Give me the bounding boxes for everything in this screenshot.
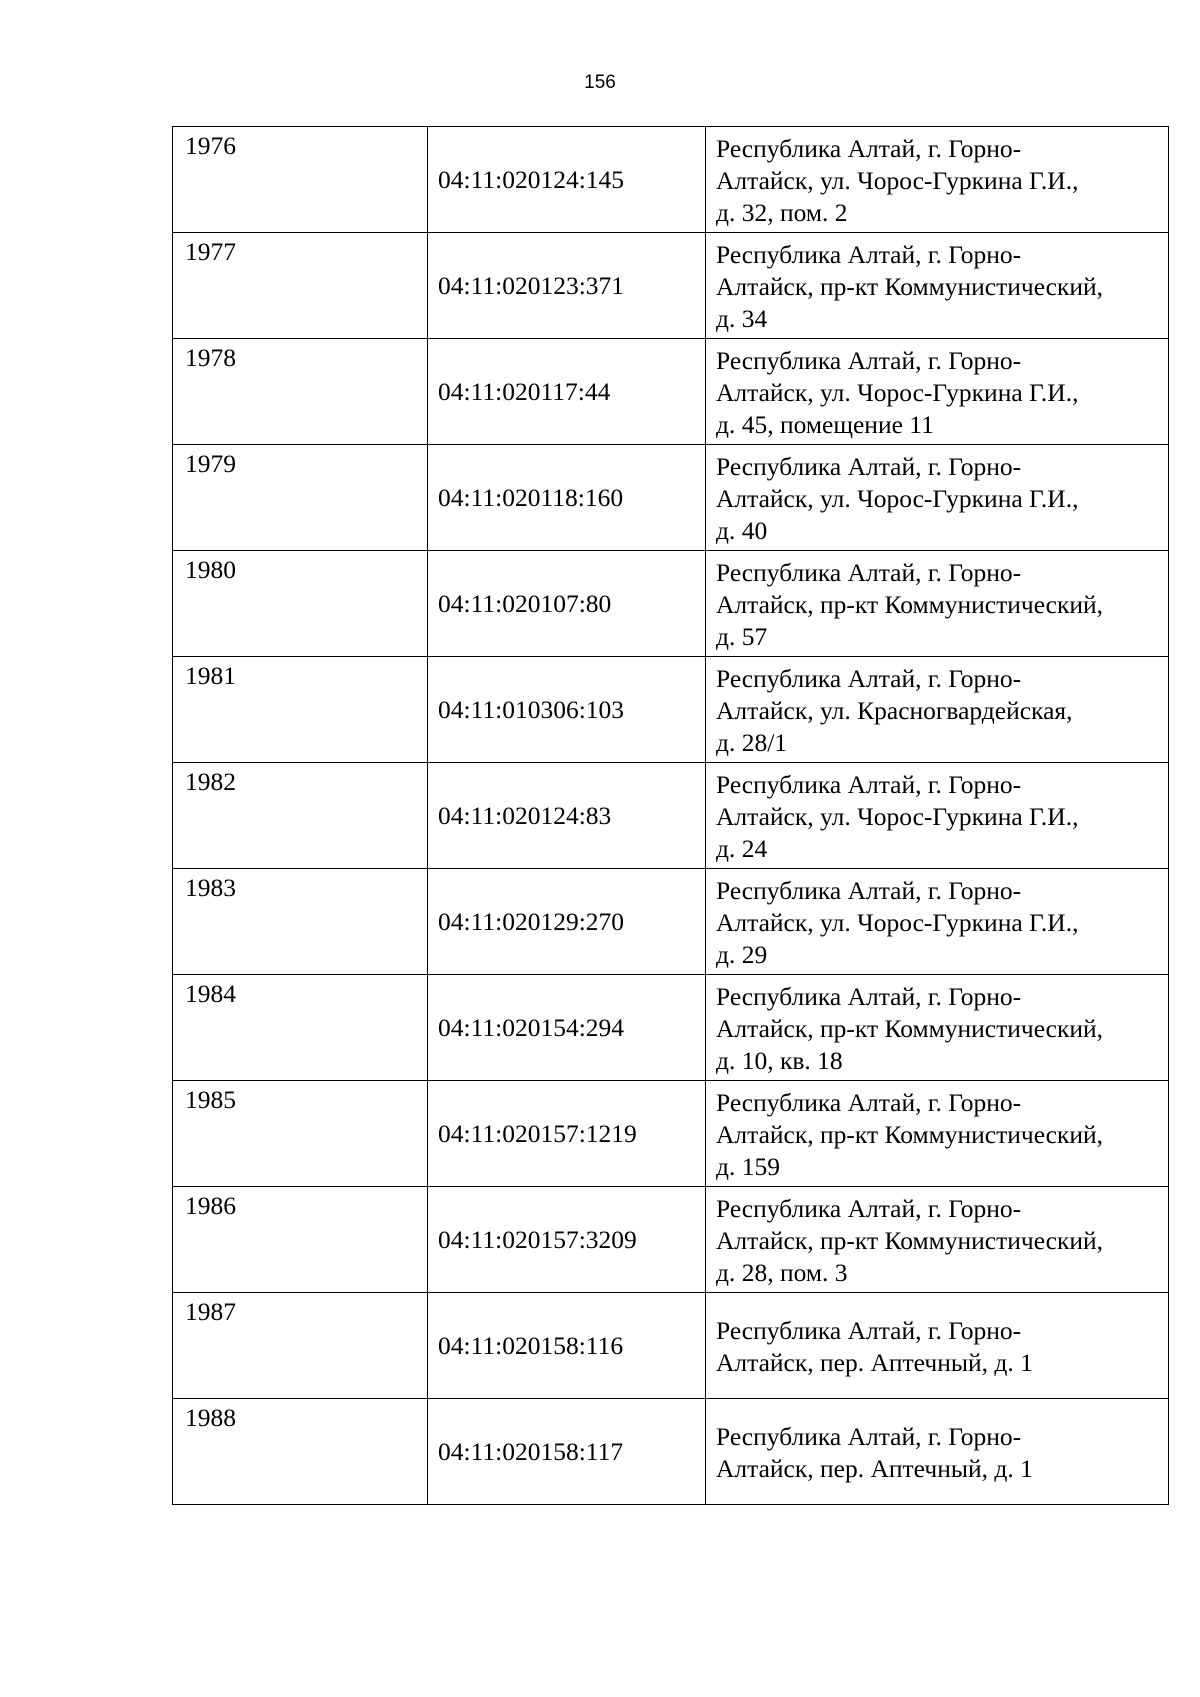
- table-row: [173, 657, 1169, 763]
- address-line: Республика Алтай, г. Горно-: [716, 663, 1022, 693]
- address-line: Алтайск, ул. Чорос-Гуркина Г.И.,: [716, 907, 1079, 937]
- cadastral-number-cell: 04:11:020154:294: [428, 975, 706, 1081]
- row-number-cell: 1988: [173, 1399, 428, 1505]
- row-number-cell: 1983: [173, 869, 428, 975]
- row-number-cell: 1981: [173, 657, 428, 763]
- address-cell: [706, 763, 1169, 869]
- cadastral-number-cell: 04:11:020124:83: [428, 763, 706, 869]
- table-row: [173, 445, 1169, 551]
- cadastral-number-cell: 04:11:020124:145: [428, 127, 706, 233]
- address-cell: [706, 1187, 1169, 1293]
- cadastral-number-cell: 04:11:020158:117: [428, 1399, 706, 1505]
- address-line: Алтайск, ул. Чорос-Гуркина Г.И.,: [716, 165, 1079, 195]
- address-line: Алтайск, ул. Красногвардейская,: [716, 695, 1073, 725]
- cadastral-number-cell: 04:11:020117:44: [428, 339, 706, 445]
- address-line: Республика Алтай, г. Горно-: [716, 1193, 1022, 1223]
- table-row: [173, 551, 1169, 657]
- address-line: Республика Алтай, г. Горно-: [716, 1087, 1022, 1117]
- table-row: [173, 869, 1169, 975]
- cadastral-number-cell: 04:11:020157:3209: [428, 1187, 706, 1293]
- table-row: [173, 1399, 1169, 1505]
- address-line: Алтайск, ул. Чорос-Гуркина Г.И.,: [716, 483, 1079, 513]
- address-cell: [706, 445, 1169, 551]
- cadastral-number-cell: 04:11:020129:270: [428, 869, 706, 975]
- cadastral-number-cell: 04:11:020107:80: [428, 551, 706, 657]
- address-line: Республика Алтай, г. Горно-: [716, 557, 1022, 587]
- address-line: Алтайск, пр-кт Коммунистический,: [716, 589, 1104, 619]
- row-number-cell: 1980: [173, 551, 428, 657]
- table-row: [173, 233, 1169, 339]
- address-cell: [706, 1081, 1169, 1187]
- row-number-cell: 1979: [173, 445, 428, 551]
- address-line: д. 28/1: [716, 727, 788, 757]
- row-number-cell: 1986: [173, 1187, 428, 1293]
- address-line: Алтайск, пр-кт Коммунистический,: [716, 271, 1104, 301]
- registry-table: [172, 126, 1169, 1505]
- address-line: д. 24: [716, 833, 768, 863]
- row-number-cell: 1978: [173, 339, 428, 445]
- cadastral-number-cell: 04:11:020123:371: [428, 233, 706, 339]
- cadastral-number-cell: 04:11:020158:116: [428, 1293, 706, 1399]
- table-row: [173, 127, 1169, 233]
- table-row: [173, 1187, 1169, 1293]
- address-cell: [706, 339, 1169, 445]
- address-line: Алтайск, ул. Чорос-Гуркина Г.И.,: [716, 377, 1079, 407]
- address-line: д. 29: [716, 939, 768, 969]
- address-cell: [706, 551, 1169, 657]
- row-number-cell: 1982: [173, 763, 428, 869]
- address-line: д. 40: [716, 515, 768, 545]
- row-number-cell: 1987: [173, 1293, 428, 1399]
- page-number: 156: [584, 72, 616, 93]
- address-line: д. 34: [716, 303, 768, 333]
- row-number-cell: 1985: [173, 1081, 428, 1187]
- address-line: Республика Алтай, г. Горно-: [716, 133, 1022, 163]
- address-line: Алтайск, пер. Аптечный, д. 1: [716, 1453, 1033, 1483]
- address-line: Республика Алтай, г. Горно-: [716, 345, 1022, 375]
- address-line: д. 159: [716, 1151, 780, 1181]
- address-line: д. 32, пом. 2: [716, 197, 848, 227]
- cadastral-number-cell: 04:11:010306:103: [428, 657, 706, 763]
- address-cell: [706, 1399, 1169, 1505]
- table-row: [173, 339, 1169, 445]
- address-line: д. 10, кв. 18: [716, 1045, 843, 1075]
- address-line: д. 45, помещение 11: [716, 409, 934, 439]
- address-line: Республика Алтай, г. Горно-: [716, 769, 1022, 799]
- cadastral-number-cell: 04:11:020118:160: [428, 445, 706, 551]
- table-row: [173, 1293, 1169, 1399]
- registry-table-body: [173, 127, 1169, 1505]
- address-cell: [706, 127, 1169, 233]
- table-row: [173, 975, 1169, 1081]
- address-line: Республика Алтай, г. Горно-: [716, 875, 1022, 905]
- address-line: Республика Алтай, г. Горно-: [716, 981, 1022, 1011]
- cadastral-number-cell: 04:11:020157:1219: [428, 1081, 706, 1187]
- address-line: Республика Алтай, г. Горно-: [716, 1421, 1022, 1451]
- address-line: Алтайск, пр-кт Коммунистический,: [716, 1225, 1104, 1255]
- address-cell: [706, 1293, 1169, 1399]
- row-number-cell: 1977: [173, 233, 428, 339]
- address-line: Алтайск, ул. Чорос-Гуркина Г.И.,: [716, 801, 1079, 831]
- address-line: Республика Алтай, г. Горно-: [716, 1315, 1022, 1345]
- address-line: д. 57: [716, 621, 768, 651]
- address-line: Алтайск, пр-кт Коммунистический,: [716, 1119, 1104, 1149]
- address-line: Республика Алтай, г. Горно-: [716, 451, 1022, 481]
- address-line: Алтайск, пер. Аптечный, д. 1: [716, 1347, 1033, 1377]
- address-cell: [706, 975, 1169, 1081]
- address-cell: [706, 657, 1169, 763]
- address-cell: [706, 869, 1169, 975]
- table-row: [173, 1081, 1169, 1187]
- row-number-cell: 1976: [173, 127, 428, 233]
- address-line: Республика Алтай, г. Горно-: [716, 239, 1022, 269]
- table-row: [173, 763, 1169, 869]
- address-cell: [706, 233, 1169, 339]
- address-line: Алтайск, пр-кт Коммунистический,: [716, 1013, 1104, 1043]
- address-line: д. 28, пом. 3: [716, 1257, 848, 1287]
- row-number-cell: 1984: [173, 975, 428, 1081]
